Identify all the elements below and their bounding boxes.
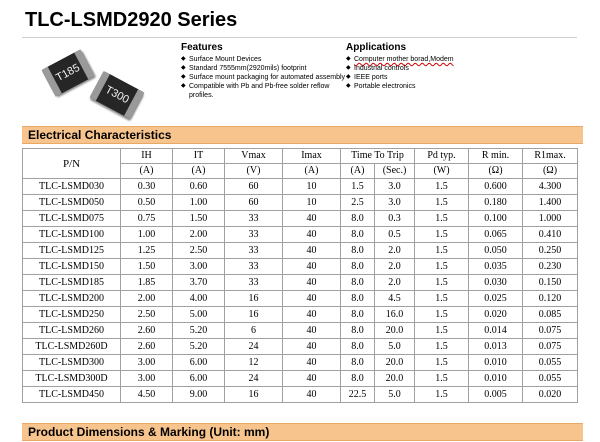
product-photo xyxy=(36,50,166,120)
cell-r1max: 0.085 xyxy=(523,307,578,323)
cell-r1max: 0.075 xyxy=(523,323,578,339)
cell-pd: 1.5 xyxy=(415,243,469,259)
cell-ttt-sec: 2.0 xyxy=(375,259,415,275)
cell-imax: 40 xyxy=(283,387,341,403)
cell-ih: 1.00 xyxy=(121,227,173,243)
cell-pd: 1.5 xyxy=(415,275,469,291)
features-heading: Features xyxy=(181,42,223,53)
cell-vmax: 60 xyxy=(225,195,283,211)
cell-it: 6.00 xyxy=(173,355,225,371)
cell-vmax: 12 xyxy=(225,355,283,371)
cell-ttt-sec: 5.0 xyxy=(375,339,415,355)
unit-ttt-sec: (Sec.) xyxy=(375,164,415,179)
title-divider xyxy=(22,37,577,38)
cell-pn: TLC-LSMD300 xyxy=(23,355,121,371)
cell-ih: 3.00 xyxy=(121,355,173,371)
cell-vmax: 16 xyxy=(225,307,283,323)
cell-ih: 2.50 xyxy=(121,307,173,323)
cell-vmax: 33 xyxy=(225,211,283,227)
cell-ttt-a: 8.0 xyxy=(341,291,375,307)
cell-rmin: 0.030 xyxy=(469,275,523,291)
table-row xyxy=(23,291,578,307)
table-row xyxy=(23,211,578,227)
cell-ih: 4.50 xyxy=(121,387,173,403)
cell-rmin: 0.050 xyxy=(469,243,523,259)
cell-ttt-sec: 20.0 xyxy=(375,371,415,387)
cell-it: 5.00 xyxy=(173,307,225,323)
column-header-r1max: R1max. xyxy=(523,149,578,164)
table-row xyxy=(23,355,578,371)
cell-pn: TLC-LSMD150 xyxy=(23,259,121,275)
cell-pn: TLC-LSMD050 xyxy=(23,195,121,211)
unit-rmin: (Ω) xyxy=(469,164,523,179)
cell-pd: 1.5 xyxy=(415,227,469,243)
applications-list xyxy=(346,55,546,91)
cell-pd: 1.5 xyxy=(415,387,469,403)
cell-r1max: 0.250 xyxy=(523,243,578,259)
cell-vmax: 24 xyxy=(225,339,283,355)
cell-rmin: 0.600 xyxy=(469,179,523,195)
cell-r1max: 1.000 xyxy=(523,211,578,227)
cell-r1max: 0.055 xyxy=(523,371,578,387)
cell-ih: 2.60 xyxy=(121,323,173,339)
cell-rmin: 0.020 xyxy=(469,307,523,323)
cell-pn: TLC-LSMD250 xyxy=(23,307,121,323)
cell-pn: TLC-LSMD075 xyxy=(23,211,121,227)
cell-imax: 40 xyxy=(283,259,341,275)
cell-pn: TLC-LSMD300D xyxy=(23,371,121,387)
unit-vmax: (V) xyxy=(225,164,283,179)
cell-ih: 1.25 xyxy=(121,243,173,259)
cell-imax: 40 xyxy=(283,275,341,291)
cell-imax: 40 xyxy=(283,355,341,371)
cell-ttt-a: 8.0 xyxy=(341,259,375,275)
cell-pn: TLC-LSMD450 xyxy=(23,387,121,403)
list-item: ◆ Industrial controls xyxy=(346,64,546,73)
cell-it: 1.00 xyxy=(173,195,225,211)
cell-it: 4.00 xyxy=(173,291,225,307)
list-item: ◆ Portable electronics xyxy=(346,82,546,91)
cell-rmin: 0.010 xyxy=(469,355,523,371)
cell-rmin: 0.013 xyxy=(469,339,523,355)
list-item: ◆ Computer mother borad,Modem xyxy=(346,55,546,64)
cell-pd: 1.5 xyxy=(415,179,469,195)
cell-ttt-sec: 2.0 xyxy=(375,275,415,291)
applications-heading: Applications xyxy=(346,42,407,53)
product-dimensions-heading: Product Dimensions & Marking (Unit: mm) xyxy=(22,423,583,441)
table-body xyxy=(23,179,578,403)
cell-ttt-sec: 20.0 xyxy=(375,323,415,339)
cell-ttt-sec: 5.0 xyxy=(375,387,415,403)
table-row xyxy=(23,275,578,291)
cell-imax: 10 xyxy=(283,195,341,211)
column-header-pd: Pd typ. xyxy=(415,149,469,164)
cell-r1max: 1.400 xyxy=(523,195,578,211)
cell-ih: 2.60 xyxy=(121,339,173,355)
cell-pd: 1.5 xyxy=(415,371,469,387)
column-header-imax: Imax xyxy=(283,149,341,164)
cell-ttt-sec: 20.0 xyxy=(375,355,415,371)
cell-pd: 1.5 xyxy=(415,307,469,323)
chip-component xyxy=(90,71,145,119)
cell-imax: 40 xyxy=(283,307,341,323)
cell-pn: TLC-LSMD125 xyxy=(23,243,121,259)
cell-ih: 0.30 xyxy=(121,179,173,195)
cell-imax: 40 xyxy=(283,211,341,227)
cell-ttt-a: 8.0 xyxy=(341,371,375,387)
cell-ttt-sec: 4.5 xyxy=(375,291,415,307)
unit-r1max: (Ω) xyxy=(523,164,578,179)
cell-rmin: 0.035 xyxy=(469,259,523,275)
cell-imax: 40 xyxy=(283,339,341,355)
cell-ih: 1.50 xyxy=(121,259,173,275)
cell-imax: 40 xyxy=(283,371,341,387)
cell-r1max: 0.410 xyxy=(523,227,578,243)
electrical-characteristics-heading: Electrical Characteristics xyxy=(22,126,583,144)
cell-r1max: 0.150 xyxy=(523,275,578,291)
cell-it: 2.50 xyxy=(173,243,225,259)
table-row xyxy=(23,227,578,243)
page-title: TLC-LSMD2920 Series xyxy=(25,9,238,31)
electrical-characteristics-table xyxy=(22,148,578,403)
cell-vmax: 24 xyxy=(225,371,283,387)
table-row xyxy=(23,243,578,259)
cell-pn: TLC-LSMD200 xyxy=(23,291,121,307)
cell-ttt-a: 2.5 xyxy=(341,195,375,211)
cell-r1max: 0.075 xyxy=(523,339,578,355)
cell-it: 3.70 xyxy=(173,275,225,291)
cell-imax: 40 xyxy=(283,227,341,243)
unit-imax: (A) xyxy=(283,164,341,179)
table-header-row xyxy=(23,149,578,164)
chip-component xyxy=(42,49,95,96)
table-row xyxy=(23,179,578,195)
cell-ih: 3.00 xyxy=(121,371,173,387)
applications-section xyxy=(346,42,546,91)
column-header-pn: P/N xyxy=(23,149,121,179)
cell-it: 2.00 xyxy=(173,227,225,243)
list-item: ◆ IEEE ports xyxy=(346,73,546,82)
cell-vmax: 33 xyxy=(225,227,283,243)
cell-vmax: 60 xyxy=(225,179,283,195)
chip-marking: T185 xyxy=(54,61,82,85)
cell-pd: 1.5 xyxy=(415,355,469,371)
cell-rmin: 0.180 xyxy=(469,195,523,211)
column-header-ih: IH xyxy=(121,149,173,164)
cell-rmin: 0.010 xyxy=(469,371,523,387)
cell-it: 0.60 xyxy=(173,179,225,195)
cell-r1max: 0.230 xyxy=(523,259,578,275)
list-item: ◆ Compatible with Pb and Pb-free solder reflow profiles. xyxy=(181,82,346,100)
cell-it: 9.00 xyxy=(173,387,225,403)
table-row xyxy=(23,259,578,275)
cell-r1max: 0.020 xyxy=(523,387,578,403)
cell-vmax: 33 xyxy=(225,259,283,275)
cell-rmin: 0.014 xyxy=(469,323,523,339)
cell-vmax: 6 xyxy=(225,323,283,339)
cell-pn: TLC-LSMD260D xyxy=(23,339,121,355)
cell-pd: 1.5 xyxy=(415,339,469,355)
cell-ttt-a: 22.5 xyxy=(341,387,375,403)
column-header-vmax: Vmax xyxy=(225,149,283,164)
cell-it: 1.50 xyxy=(173,211,225,227)
cell-r1max: 0.120 xyxy=(523,291,578,307)
features-section xyxy=(181,42,346,100)
cell-ih: 1.85 xyxy=(121,275,173,291)
table-row xyxy=(23,323,578,339)
cell-rmin: 0.065 xyxy=(469,227,523,243)
cell-pn: TLC-LSMD100 xyxy=(23,227,121,243)
cell-pd: 1.5 xyxy=(415,195,469,211)
cell-ttt-sec: 3.0 xyxy=(375,195,415,211)
cell-pd: 1.5 xyxy=(415,291,469,307)
cell-ttt-a: 1.5 xyxy=(341,179,375,195)
cell-imax: 40 xyxy=(283,243,341,259)
cell-it: 5.20 xyxy=(173,339,225,355)
cell-r1max: 0.055 xyxy=(523,355,578,371)
cell-it: 5.20 xyxy=(173,323,225,339)
cell-imax: 40 xyxy=(283,291,341,307)
unit-ih: (A) xyxy=(121,164,173,179)
cell-rmin: 0.025 xyxy=(469,291,523,307)
table-row xyxy=(23,339,578,355)
cell-imax: 10 xyxy=(283,179,341,195)
cell-vmax: 16 xyxy=(225,387,283,403)
column-header-time-to-trip: Time To Trip xyxy=(341,149,415,164)
unit-ttt-a: (A) xyxy=(341,164,375,179)
cell-ttt-a: 8.0 xyxy=(341,323,375,339)
cell-pd: 1.5 xyxy=(415,211,469,227)
cell-pn: TLC-LSMD185 xyxy=(23,275,121,291)
cell-r1max: 4.300 xyxy=(523,179,578,195)
cell-pn: TLC-LSMD030 xyxy=(23,179,121,195)
column-header-it: IT xyxy=(173,149,225,164)
list-item: ◆ Surface Mount Devices xyxy=(181,55,346,64)
cell-pn: TLC-LSMD260 xyxy=(23,323,121,339)
cell-ih: 0.50 xyxy=(121,195,173,211)
cell-ttt-sec: 3.0 xyxy=(375,179,415,195)
cell-ttt-sec: 0.3 xyxy=(375,211,415,227)
cell-ttt-a: 8.0 xyxy=(341,339,375,355)
table-row xyxy=(23,371,578,387)
cell-pd: 1.5 xyxy=(415,323,469,339)
cell-rmin: 0.005 xyxy=(469,387,523,403)
unit-pd: (W) xyxy=(415,164,469,179)
list-item: ◆ Surface mount packaging for automated assembly xyxy=(181,73,346,82)
cell-ttt-sec: 16.0 xyxy=(375,307,415,323)
cell-ih: 2.00 xyxy=(121,291,173,307)
cell-vmax: 33 xyxy=(225,243,283,259)
cell-pd: 1.5 xyxy=(415,259,469,275)
cell-rmin: 0.100 xyxy=(469,211,523,227)
cell-ttt-a: 8.0 xyxy=(341,243,375,259)
unit-it: (A) xyxy=(173,164,225,179)
cell-ttt-a: 8.0 xyxy=(341,307,375,323)
cell-ttt-sec: 0.5 xyxy=(375,227,415,243)
cell-ttt-a: 8.0 xyxy=(341,275,375,291)
cell-it: 3.00 xyxy=(173,259,225,275)
table-row xyxy=(23,307,578,323)
cell-vmax: 16 xyxy=(225,291,283,307)
cell-ih: 0.75 xyxy=(121,211,173,227)
cell-ttt-a: 8.0 xyxy=(341,227,375,243)
cell-ttt-a: 8.0 xyxy=(341,355,375,371)
cell-ttt-a: 8.0 xyxy=(341,211,375,227)
chip-marking: T300 xyxy=(103,83,131,107)
list-item: ◆ Standard 7555mm(2920mils) footprint xyxy=(181,64,346,73)
cell-imax: 40 xyxy=(283,323,341,339)
cell-vmax: 33 xyxy=(225,275,283,291)
column-header-rmin: R min. xyxy=(469,149,523,164)
features-list xyxy=(181,55,346,100)
cell-it: 6.00 xyxy=(173,371,225,387)
table-row xyxy=(23,195,578,211)
table-row xyxy=(23,387,578,403)
cell-ttt-sec: 2.0 xyxy=(375,243,415,259)
